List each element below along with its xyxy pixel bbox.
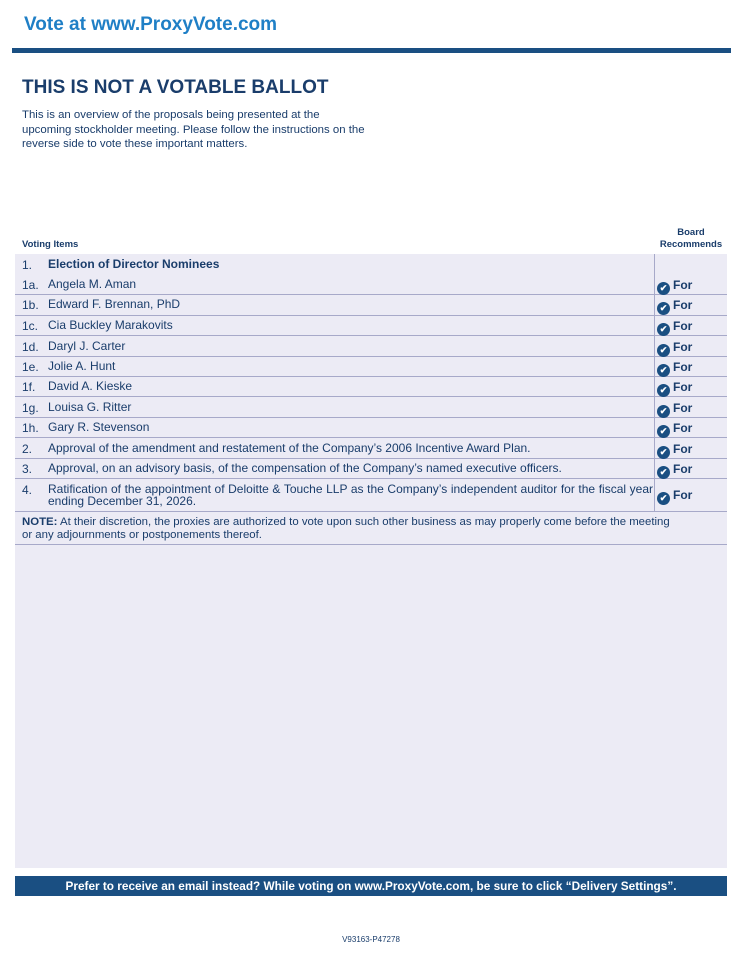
board-recommendation (657, 488, 692, 505)
item-number: 1g. (22, 401, 39, 415)
check-circle-icon: ✔ (657, 384, 670, 397)
recommendation-label: For (673, 298, 693, 312)
check-circle-icon: ✔ (657, 425, 670, 438)
board-recommendation (657, 462, 692, 479)
item-number: 1d. (22, 340, 39, 354)
recommendation-label: For (673, 401, 693, 415)
item-number: 4. (22, 483, 33, 497)
note-label: NOTE: (22, 516, 58, 528)
item-text: Cia Buckley Marakovits (48, 318, 173, 332)
item-text: Ratification of the appointment of Deloitte & Touche LLP as the Company’s independent auditor for the fiscal year ending December 31, 2026. (48, 482, 653, 508)
proposal-heading-text: Election of Director Nominees (48, 257, 220, 271)
board-recommendation (657, 340, 692, 357)
board-recommendation (657, 442, 692, 459)
check-circle-icon: ✔ (657, 302, 670, 315)
table-row (15, 276, 727, 295)
check-circle-icon: ✔ (657, 492, 670, 505)
item-number: 1e. (22, 360, 39, 374)
recommendation-label: For (673, 462, 693, 476)
proposal-number: 1. (22, 258, 33, 272)
recommendation-label: For (673, 380, 693, 394)
check-circle-icon: ✔ (657, 405, 670, 418)
item-text: Edward F. Brennan, PhD (48, 297, 181, 311)
check-circle-icon: ✔ (657, 344, 670, 357)
item-text: Approval, on an advisory basis, of the compensation of the Company’s named executive officers. (48, 461, 562, 475)
table-row (15, 397, 727, 418)
recommendation-label: For (673, 442, 693, 456)
item-number: 1a. (22, 278, 39, 292)
recommendation-label: For (673, 421, 693, 435)
check-circle-icon: ✔ (657, 446, 670, 459)
check-circle-icon: ✔ (657, 282, 670, 295)
item-number: 1h. (22, 421, 39, 435)
table-row (15, 438, 727, 459)
table-row (15, 459, 727, 479)
recommendation-label: For (673, 278, 693, 292)
page-title: THIS IS NOT A VOTABLE BALLOT (22, 77, 329, 98)
board-recommendation (657, 298, 692, 315)
check-circle-icon: ✔ (657, 323, 670, 336)
header-rule (12, 48, 731, 53)
recommendation-label: For (673, 340, 693, 354)
item-text: Daryl J. Carter (48, 339, 126, 353)
intro-paragraph: This is an overview of the proposals being presented at the upcoming stockholder meeting. Please follow the instructions on the reverse side to vote these important matters. (22, 109, 365, 150)
board-recommends-header (654, 227, 728, 251)
board-recommendation (657, 401, 692, 418)
note-rule (15, 544, 727, 545)
item-number: 3. (22, 462, 33, 476)
document-code: V93163-P47278 (342, 935, 400, 944)
item-number: 1f. (22, 380, 36, 394)
board-header-line2: Recommends (659, 239, 723, 250)
table-row (15, 357, 727, 377)
item-number: 1b. (22, 298, 39, 312)
table-row (15, 316, 727, 336)
proxyvote-link[interactable]: Vote at www.ProxyVote.com (24, 14, 278, 35)
table-row (15, 336, 727, 357)
recommendation-label: For (673, 319, 693, 333)
check-circle-icon: ✔ (657, 364, 670, 377)
item-text: Approval of the amendment and restatement of the Company’s 2006 Incentive Award Plan. (48, 441, 531, 455)
recommendation-label: For (673, 488, 693, 502)
table-row (15, 479, 727, 512)
item-text: David A. Kieske (48, 379, 133, 393)
table-row (15, 295, 727, 316)
proposal-heading-row (15, 258, 727, 276)
item-text: Jolie A. Hunt (48, 359, 116, 373)
recommendation-label: For (673, 360, 693, 374)
check-circle-icon: ✔ (657, 466, 670, 479)
voting-items-header: Voting Items (22, 239, 79, 250)
board-recommendation (657, 380, 692, 397)
note-text: At their discretion, the proxies are authorized to vote upon such other business as may properly come before the meeting or any adjournments or postponements thereof. (22, 516, 670, 541)
item-number: 2. (22, 442, 33, 456)
board-header-line1: Board (677, 227, 705, 238)
table-row (15, 377, 727, 397)
board-recommendation (657, 421, 692, 438)
board-recommendation (657, 360, 692, 377)
meeting-note (22, 516, 672, 541)
item-text: Louisa G. Ritter (48, 400, 132, 414)
item-text: Gary R. Stevenson (48, 420, 150, 434)
board-recommendation (657, 278, 692, 295)
item-text: Angela M. Aman (48, 277, 137, 291)
delivery-settings-banner: Prefer to receive an email instead? While voting on www.ProxyVote.com, be sure to click “Delivery Settings”. (15, 876, 727, 896)
item-number: 1c. (22, 319, 39, 333)
table-row (15, 418, 727, 438)
board-recommendation (657, 319, 692, 336)
